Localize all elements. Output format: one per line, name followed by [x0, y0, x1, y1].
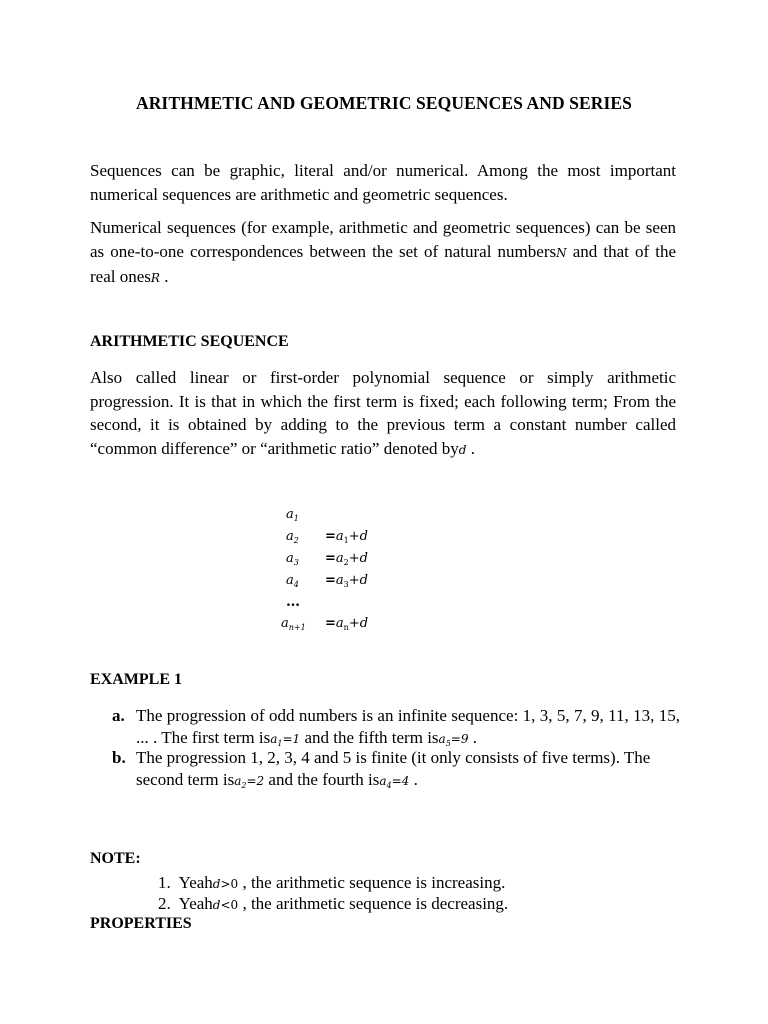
list-marker-b: b.	[112, 748, 126, 767]
math-a5: $a_5=9$	[438, 731, 469, 748]
sequence-expression: $=a_2+d$	[325, 551, 368, 567]
note-heading: NOTE:	[90, 850, 141, 867]
page-title: ARITHMETIC AND GEOMETRIC SEQUENCES AND SERIES	[135, 93, 633, 113]
sequence-expression: $=a_3+d$	[325, 573, 368, 589]
intro-p2-text-a: Numerical sequences (for example, arithmetic and geometric sequences) can be seen as one-to-one correspondences between the set of natural numbers	[90, 218, 676, 261]
sequence-term: $a_1$	[286, 507, 299, 523]
list-marker-a: a.	[112, 706, 125, 725]
sequence-expression: $=a_n+d$	[325, 616, 369, 632]
sequence-term: $a_3$	[286, 551, 299, 567]
math-a4: $a_4=4$	[379, 773, 410, 790]
intro-p1-text: Sequences can be graphic, literal and/or numerical. Among the most important numerical sequences are arithmetic and geometric sequences.	[90, 161, 676, 204]
sequence-term: $a_2$	[286, 529, 299, 545]
properties-heading: PROPERTIES	[90, 915, 192, 932]
arithmetic-sequence-heading: ARITHMETIC SEQUENCE	[90, 333, 289, 350]
intro-paragraph-1	[90, 159, 676, 206]
math-a2: $a_2=2$	[234, 773, 265, 790]
math-a1: $a_1=1$	[270, 731, 301, 748]
arithmetic-p-end: .	[466, 438, 475, 458]
intro-p2-text-b: and that of the real ones	[90, 241, 676, 286]
sequence-ellipsis: …	[286, 594, 300, 610]
note-item-1: 1. Yeahd>0 , the arithmetic sequence is increasing.	[158, 873, 506, 892]
natural-numbers-symbol: N	[556, 245, 567, 260]
sequence-expression: $=a_1+d$	[325, 529, 368, 545]
arithmetic-p-text: Also called linear or first-order polynomial sequence or simply arithmetic progression. It is that in which the first term is fixed; each following term; From the second, it is obtained by adding to the previous term a constant number called “common difference” or “arithmetic ratio” denoted by	[90, 368, 676, 458]
note-item-2: 2. Yeahd<0 , the arithmetic sequence is decreasing.	[158, 894, 509, 913]
intro-p2-text-c: .	[159, 267, 169, 286]
intro-paragraph-2	[90, 216, 676, 291]
example-1-heading: EXAMPLE 1	[90, 671, 182, 688]
real-numbers-symbol: R	[150, 271, 160, 285]
arithmetic-paragraph	[90, 366, 676, 462]
common-difference-symbol: d	[458, 442, 467, 457]
example-item-b-text: The progression 1, 2, 3, 4 and 5 is finite (it only consists of five terms). The second term isa$_2$=2 and the fourth isa$_4$=4 .	[136, 748, 651, 790]
example-item-a-text: The progression of odd numbers is an infinite sequence: 1, 3, 5, 7, 9, 11, 13, 15, ... . The first term isa$_1$=1 and the fifth term isa$_5$=9 .	[136, 706, 680, 748]
sequence-term: $a_4$	[286, 573, 299, 589]
sequence-term: $a_{n+1}$	[281, 616, 306, 632]
